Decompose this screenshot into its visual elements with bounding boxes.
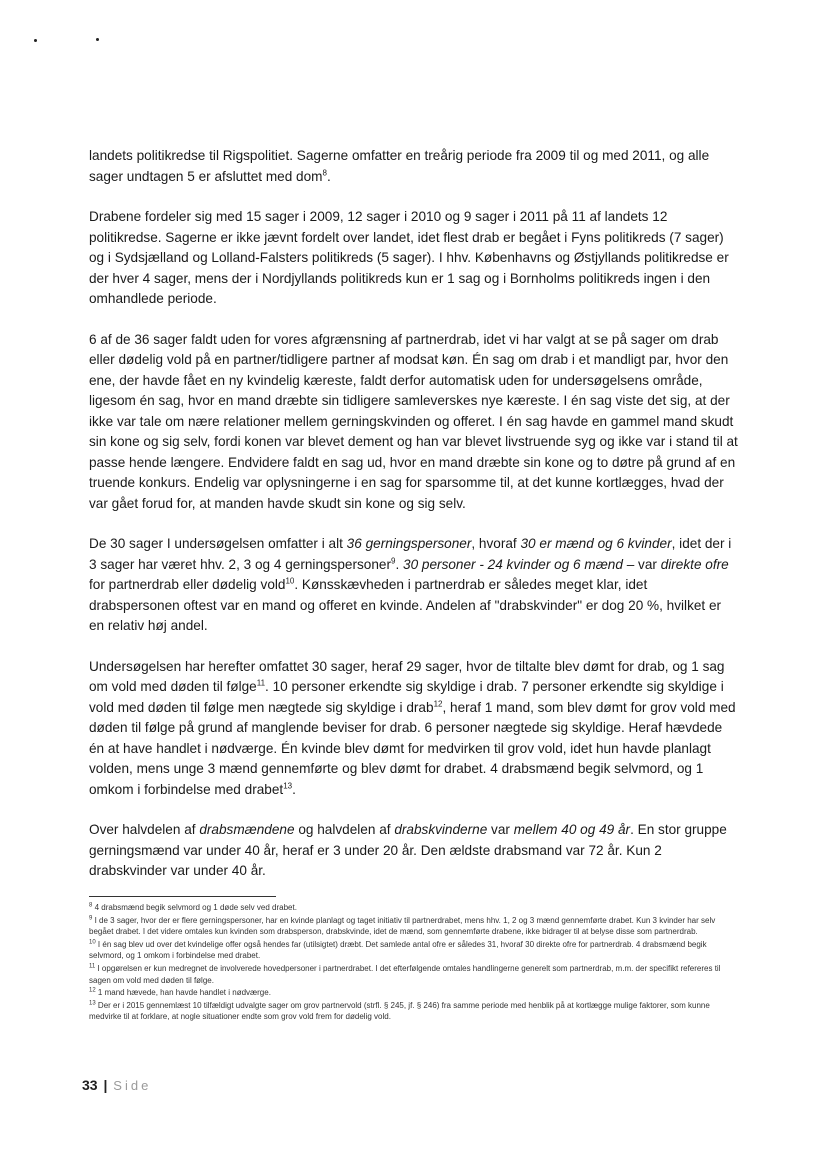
paragraph-text: 6 af de 36 sager faldt uden for vores afgrænsning af partnerdrab, idet vi har valgt at se på sager om drab eller dødelig vold på en partner/tidligere partner af modsat køn. Én sag om drab i et mandligt par, hvor den ene, der havde fået en ny kvindelig kæreste, faldt derfor automatisk uden for undersøgelsens område, ligesom én sag, hvor en mand dræbte sin tidligere samleverskes nye kæreste. I én sag viste det sig, at der ikke var tale om nære relationer mellem gerningskvinden og offeret. I én sag havde en gammel mand skudt sin kone og sig selv, fordi konen var blevet dement og han var blevet livstruende syg og ikke var i stand til at passe hende længere. Endvidere faldt en sag ud, hvor en mand dræbte sin kone og to døtre på grund af en truende konkurs. Endelig var oplysningerne i en sag for sparsomme til, at det kunne kortlægges, hvad der var gået forud for, at manden havde skudt sin kone og sig selv. xyxy=(89,331,738,511)
footnote-text: Der er i 2015 gennemlæst 10 tilfældigt udvalgte sager om grov partnervold (strfl. § 245, jf. § 246) fra samme periode med henblik på at kortlægge mulige faktorer, som kunne medvirke til at forklare, at nogle situationer endte som grov vold frem for dødelig vold. xyxy=(89,1000,710,1022)
footnote-number: 9 xyxy=(89,914,93,921)
footnote-text: 4 drabsmænd begik selvmord og 1 døde selv ved drabet. xyxy=(94,903,297,912)
footnote-ref: 11 xyxy=(256,678,266,688)
footnote-number: 11 xyxy=(89,963,96,970)
footnote xyxy=(89,963,739,986)
paragraph-text: , idet der i 3 sager har været hhv. 2, 3 og 4 gerningspersoner xyxy=(89,536,732,572)
footnote-text: I én sag blev ud over det kvindelige offer også hendes far (utilsigtet) dræbt. Det samlede antal ofre er således 31, hvoraf 30 direkte ofre for partnerdrab. 4 drabsmænd begik selvmord, og 1 omkom i forbindelse med drabet. xyxy=(89,939,707,961)
footnote xyxy=(89,939,739,962)
paragraph xyxy=(89,820,739,882)
scan-speck xyxy=(34,39,37,42)
footnotes xyxy=(89,902,739,1024)
page-number: 33 xyxy=(82,1077,98,1093)
paragraph xyxy=(89,207,739,310)
paragraph-text: . xyxy=(326,168,331,184)
footnote-ref: 8 xyxy=(322,167,327,177)
footnote-number: 12 xyxy=(89,987,96,994)
emphasis-text: drabskvinderne xyxy=(394,822,488,837)
paragraph-text: . xyxy=(395,556,404,572)
paragraph-text: . En stor gruppe gerningsmænd var under 40 år, heraf er 3 under 20 år. Den ældste drabsmand var 72 år. Kun 2 drabskvinder var under 40 år. xyxy=(89,822,727,878)
paragraph-text: landets politikredse til Rigspolitiet. Sagerne omfatter en treårig periode fra 2009 til og med 2011, og alle sager undtagen 5 er afsluttet med dom xyxy=(89,148,710,184)
footnote xyxy=(89,902,739,914)
page-label: Side xyxy=(113,1078,152,1093)
paragraph-text: Over halvdelen af xyxy=(89,822,200,837)
footnote-number: 8 xyxy=(89,902,93,909)
emphasis-text: direkte ofre xyxy=(660,556,729,572)
footnote-ref: 13 xyxy=(283,780,293,790)
footnote-separator xyxy=(89,896,276,897)
paragraph-text: . 10 personer erkendte sig skyldige i drab. 7 personer erkendte sig skyldige i vold med døden til følge men nægtede sig skyldige i drab xyxy=(89,679,724,715)
footnote-text: 1 mand hævede, han havde handlet i nødværge. xyxy=(97,988,271,998)
paragraph xyxy=(89,657,739,801)
paragraph-text: , heraf 1 mand, som blev dømt for grov vold med døden til følge på grund af manglende beviser for drab. 6 personer nægtede sig skyldige. Heraf hævdede én at have handlet i nødværge. Én kvinde blev dømt for medvirken til grov vold, idet hun havde planlagt volden, mens unge 3 mænd gennemførte og blev dømt for drabet. 4 drabsmænd begik selvmord, og 1 omkom i forbindelse med drabet xyxy=(89,699,736,797)
page-footer xyxy=(82,1077,151,1093)
paragraph-text: Undersøgelsen har herefter omfattet 30 sager, heraf 29 sager, hvor de tiltalte blev dømt for drab, og 1 sag om vold med døden til følge xyxy=(89,658,725,694)
document-body xyxy=(89,146,739,902)
emphasis-text: 30 personer - 24 kvinder og 6 mænd xyxy=(403,556,623,572)
paragraph xyxy=(89,330,739,515)
footnote xyxy=(89,915,739,938)
paragraph-text: . xyxy=(292,781,296,797)
paragraph-text: var xyxy=(487,822,514,837)
page-separator: | xyxy=(103,1077,108,1093)
paragraph xyxy=(89,146,739,187)
paragraph-text: Drabene fordeler sig med 15 sager i 2009, 12 sager i 2010 og 9 sager i 2011 på 11 af landets 12 politikredse. Sagerne er ikke jævnt fordelt over landet, idet flest drab er begået i Fyns politikreds (7 sager) og i Sydsjælland og Lolland-Falsters politikreds (5 sager). I hhv. Københavns og Østjyllands politikredse er der hver 4 sager, mens der i Nordjyllands politikreds kun er 1 sag og i Bornholms politikreds ingen i den omhandlede periode. xyxy=(89,209,729,306)
emphasis-text: 30 er mænd og 6 kvinder xyxy=(520,536,672,551)
paragraph-text: . Kønsskævheden i partnerdrab er således meget klar, idet drabspersonen oftest var en mand og offeret en kvinde. Andelen af "drabskvinder" er dog 20 %, hvilket er en relativ høj andel. xyxy=(89,577,722,633)
paragraph-text: De 30 sager I undersøgelsen omfatter i alt xyxy=(89,536,347,551)
paragraph xyxy=(89,534,739,637)
emphasis-text: drabsmændene xyxy=(199,822,295,837)
paragraph-text: , hvoraf xyxy=(471,536,521,551)
emphasis-text: mellem 40 og 49 år xyxy=(513,822,631,837)
footnote-text: I opgørelsen er kun medregnet de involverede hovedpersoner i partnerdrabet. I det efterfølgende omtales handlingerne generelt som partnerdrab, m.m. der specifikt refereres til sagen om vold med døden til følge. xyxy=(89,963,721,985)
footnote-text: I de 3 sager, hvor der er flere gerningspersoner, har en kvinde planlagt og taget initiativ til partnerdrabet, mens hhv. 1, 2 og 3 mænd gennemførte drabet. Kun 3 kvinder har selv begået drabet. I det videre omtales kun kvinden som drabsperson, drabskvinde, idet de mænd, som gennemførte drabene, ikke bidrager til at belyse disse som partnerdrab. xyxy=(89,915,716,937)
emphasis-text: 36 gerningspersoner xyxy=(346,536,472,551)
footnote-ref: 12 xyxy=(433,698,443,708)
footnote xyxy=(89,987,739,999)
scan-speck xyxy=(96,38,99,41)
footnote-number: 13 xyxy=(89,1000,96,1007)
footnote-ref: 10 xyxy=(285,576,295,586)
footnote-number: 10 xyxy=(89,939,96,946)
footnote xyxy=(89,1000,739,1023)
paragraph-text: for partnerdrab eller dødelig vold xyxy=(89,577,286,592)
footnote-ref: 9 xyxy=(391,555,396,565)
paragraph-text: – var xyxy=(622,556,661,572)
paragraph-text: og halvdelen af xyxy=(294,822,395,837)
